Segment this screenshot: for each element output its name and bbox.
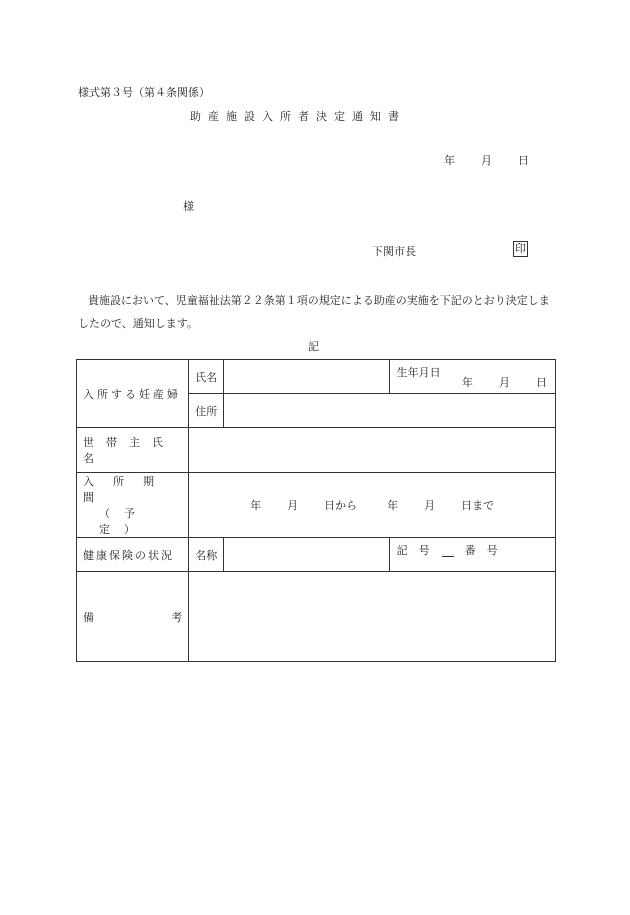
addressee-honorific: 様 bbox=[183, 200, 194, 213]
issue-date-month: 月 bbox=[481, 154, 492, 167]
detail-table bbox=[76, 359, 556, 662]
insurance-name-field[interactable] bbox=[224, 538, 389, 572]
period-from bbox=[250, 499, 357, 512]
dob-label: 生年月日 bbox=[396, 366, 441, 379]
to-year: 年 bbox=[387, 499, 399, 512]
table-row bbox=[77, 538, 556, 572]
remarks-label-start: 備 bbox=[83, 610, 94, 624]
dob-year: 年 bbox=[462, 376, 473, 389]
from-year: 年 bbox=[250, 499, 262, 512]
address-label-cell bbox=[189, 394, 224, 428]
dob-cell[interactable] bbox=[389, 360, 555, 394]
pregnant-label: 入所する妊産婦 bbox=[83, 387, 181, 401]
from-day: 日から bbox=[324, 499, 358, 512]
notice-body: 貴施設において、児童福祉法第２２条第１項の規定による助産の実施を下記のとおり決定しましたので、通知します。 bbox=[78, 294, 550, 330]
remarks-label-cell bbox=[77, 572, 189, 662]
dob-month: 月 bbox=[499, 376, 510, 389]
remarks-label bbox=[77, 609, 188, 625]
period-label-line1: 入所期間 bbox=[83, 475, 173, 504]
insurance-name-label: 名称 bbox=[195, 548, 218, 562]
insurance-label-cell bbox=[77, 538, 189, 572]
issuer-name: 下関市長 bbox=[372, 245, 416, 258]
remarks-label-end: 考 bbox=[171, 610, 183, 624]
name-field[interactable] bbox=[224, 360, 389, 394]
kigou-label: 記 号 bbox=[396, 544, 430, 557]
insurance-name-label-cell bbox=[189, 538, 224, 572]
period-field[interactable] bbox=[189, 473, 556, 538]
table-row bbox=[77, 360, 556, 394]
period-label-cell bbox=[77, 473, 189, 538]
form-number: 様式第３号（第４条関係） bbox=[78, 86, 210, 99]
dob-day: 日 bbox=[536, 376, 547, 389]
remarks-field[interactable] bbox=[189, 572, 556, 662]
household-label-cell bbox=[77, 428, 189, 473]
section-heading: 記 bbox=[308, 340, 319, 353]
to-month: 月 bbox=[424, 499, 436, 512]
table-row bbox=[77, 572, 556, 662]
address-label: 住所 bbox=[195, 404, 218, 418]
table-row bbox=[77, 428, 556, 473]
household-field[interactable] bbox=[189, 428, 556, 473]
kigou-dash bbox=[442, 556, 454, 557]
seal-mark: 印 bbox=[515, 242, 526, 255]
issue-date bbox=[444, 152, 529, 168]
to-day: 日まで bbox=[461, 499, 495, 512]
period-label-line2: （予定） bbox=[99, 507, 149, 536]
pregnant-label-cell bbox=[77, 360, 189, 428]
bangou-label: 番 号 bbox=[464, 544, 498, 557]
document-title: 助産施設入所者決定通知書 bbox=[190, 110, 406, 123]
insurance-label: 健康保険の状況 bbox=[83, 548, 174, 562]
dob-date bbox=[462, 374, 547, 390]
name-label-cell bbox=[189, 360, 224, 394]
from-month: 月 bbox=[287, 499, 299, 512]
issue-date-day: 日 bbox=[518, 154, 529, 167]
period-to bbox=[387, 499, 494, 512]
insurance-number-cell[interactable] bbox=[389, 538, 555, 572]
issue-date-year: 年 bbox=[444, 154, 455, 167]
name-label: 氏名 bbox=[195, 370, 218, 384]
address-field[interactable] bbox=[224, 394, 556, 428]
household-label: 世帯主氏名 bbox=[83, 436, 175, 465]
table-row bbox=[77, 473, 556, 538]
